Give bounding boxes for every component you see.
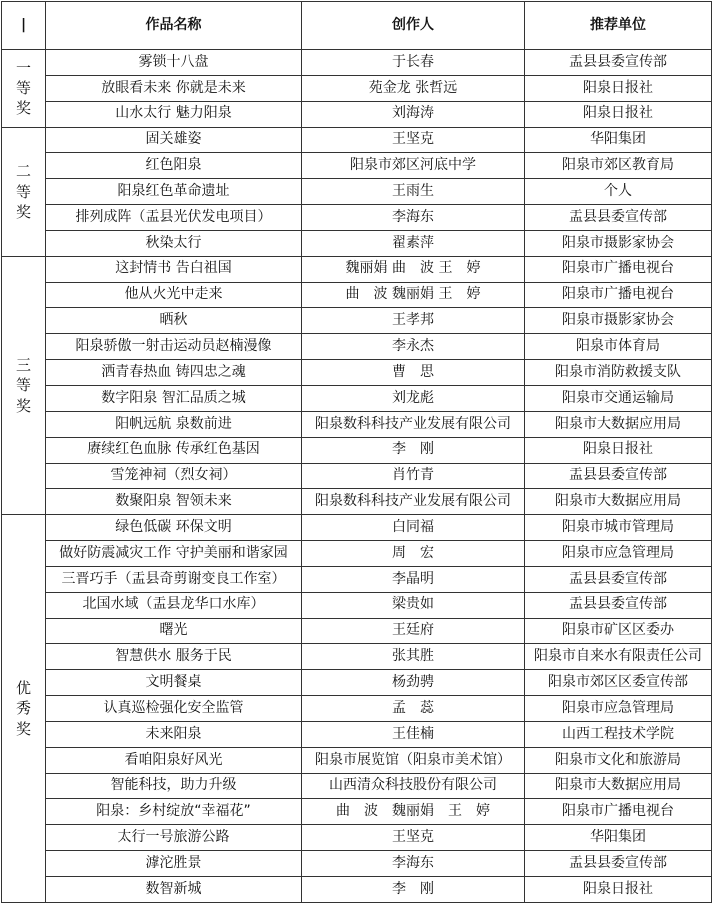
table-row (2, 825, 712, 851)
table-row (2, 515, 712, 541)
work-title-cell: 太行一号旅游公路 (46, 825, 302, 851)
work-title-cell: 赓续红色血脉 传承红色基因 (46, 437, 302, 463)
recommender-cell: 阳泉市交通运输局 (525, 385, 712, 411)
recommender-cell: 盂县县委宣传部 (525, 592, 712, 618)
table-row (2, 205, 712, 231)
recommender-cell: 阳泉市郊区教育局 (525, 153, 712, 179)
recommender-cell: 阳泉市矿区区委办 (525, 618, 712, 644)
recommender-cell: 阳泉市大数据应用局 (525, 411, 712, 437)
creator-cell: 于长春 (302, 50, 525, 76)
table-row (2, 877, 712, 903)
work-title-cell: 雪笼神祠（烈女祠） (46, 463, 302, 489)
table-row (2, 75, 712, 101)
recommender-cell: 阳泉市广播电视台 (525, 799, 712, 825)
creator-cell: 王雨生 (302, 179, 525, 205)
award-first-prize (2, 50, 46, 128)
recommender-cell: 阳泉日报社 (525, 437, 712, 463)
work-title-cell: 智能科技，助力升级 (46, 773, 302, 799)
table-body (2, 50, 712, 903)
work-title-cell: 曙光 (46, 618, 302, 644)
work-title-cell: 文明餐桌 (46, 670, 302, 696)
table-row (2, 153, 712, 179)
recommender-cell: 阳泉市体育局 (525, 334, 712, 360)
award-category-char: 一 (15, 58, 31, 77)
work-title-cell: 洒青春热血 铸四忠之魂 (46, 360, 302, 386)
recommender-cell: 盂县县委宣传部 (525, 463, 712, 489)
award-category-char: 三 (15, 356, 31, 375)
creator-cell: 王佳楠 (302, 721, 525, 747)
creator-cell: 李 刚 (302, 877, 525, 903)
table-row (2, 541, 712, 567)
recommender-cell: 盂县县委宣传部 (525, 50, 712, 76)
creator-cell: 李海东 (302, 205, 525, 231)
header-creator: 创作人 (302, 2, 525, 50)
recommender-cell: 阳泉市大数据应用局 (525, 773, 712, 799)
award-category-char: 等 (15, 182, 31, 201)
award-category-char: 奖 (15, 396, 31, 415)
recommender-cell: 阳泉日报社 (525, 75, 712, 101)
table-row (2, 282, 712, 308)
work-title-cell: 固关雄姿 (46, 127, 302, 153)
recommender-cell: 阳泉市广播电视台 (525, 256, 712, 282)
table-row (2, 179, 712, 205)
work-title-cell: 晒秋 (46, 308, 302, 334)
award-category-char: 奖 (15, 719, 31, 738)
header-recommender: 推荐单位 (525, 2, 712, 50)
award-category-char: 奖 (15, 202, 31, 221)
awards-table (1, 1, 712, 903)
table-row (2, 696, 712, 722)
creator-cell: 山西清众科技股份有限公司 (302, 773, 525, 799)
header-mark: | (2, 2, 46, 50)
header-work-title: 作品名称 (46, 2, 302, 50)
creator-cell: 肖竹青 (302, 463, 525, 489)
table-row (2, 256, 712, 282)
work-title-cell: 阳泉：乡村绽放“幸福花” (46, 799, 302, 825)
table-row (2, 437, 712, 463)
table-row (2, 385, 712, 411)
table-row (2, 566, 712, 592)
table-row (2, 721, 712, 747)
award-third-prize (2, 256, 46, 514)
creator-cell: 王坚克 (302, 825, 525, 851)
award-category-char: 优 (15, 679, 31, 698)
award-excellence (2, 515, 46, 903)
award-category-char: 秀 (15, 699, 31, 718)
work-title-cell: 阳泉骄傲一射击运动员赵楠漫像 (46, 334, 302, 360)
table-row (2, 670, 712, 696)
recommender-cell: 阳泉市应急管理局 (525, 696, 712, 722)
recommender-cell: 阳泉市文化和旅游局 (525, 747, 712, 773)
work-title-cell: 这封情书 告白祖国 (46, 256, 302, 282)
creator-cell: 杨劲骋 (302, 670, 525, 696)
creator-cell: 梁贵如 (302, 592, 525, 618)
work-title-cell: 排列成阵（盂县光伏发电项目） (46, 205, 302, 231)
work-title-cell: 红色阳泉 (46, 153, 302, 179)
creator-cell: 刘海涛 (302, 101, 525, 127)
creator-cell: 阳泉市郊区河底中学 (302, 153, 525, 179)
creator-cell: 孟 蕊 (302, 696, 525, 722)
creator-cell: 王廷府 (302, 618, 525, 644)
creator-cell: 白同福 (302, 515, 525, 541)
award-category-char: 二 (15, 162, 31, 181)
award-category-char: 等 (15, 376, 31, 395)
table-row (2, 463, 712, 489)
award-category-char: 等 (15, 79, 31, 98)
work-title-cell: 未来阳泉 (46, 721, 302, 747)
recommender-cell: 盂县县委宣传部 (525, 566, 712, 592)
table-row (2, 644, 712, 670)
work-title-cell: 数智新城 (46, 877, 302, 903)
table-row (2, 230, 712, 256)
recommender-cell: 华阳集团 (525, 127, 712, 153)
work-title-cell: 放眼看未来 你就是未来 (46, 75, 302, 101)
table-row (2, 799, 712, 825)
creator-cell: 李海东 (302, 851, 525, 877)
table-row (2, 618, 712, 644)
recommender-cell: 阳泉市应急管理局 (525, 541, 712, 567)
recommender-cell: 山西工程技术学院 (525, 721, 712, 747)
work-title-cell: 三晋巧手（盂县奇剪谢变良工作室） (46, 566, 302, 592)
creator-cell: 苑金龙 张哲远 (302, 75, 525, 101)
work-title-cell: 绿色低碳 环保文明 (46, 515, 302, 541)
award-category-char: 奖 (15, 99, 31, 118)
work-title-cell: 秋染太行 (46, 230, 302, 256)
creator-cell: 张其胜 (302, 644, 525, 670)
table-row (2, 360, 712, 386)
work-title-cell: 北国水域（盂县龙华口水库） (46, 592, 302, 618)
recommender-cell: 阳泉市消防救援支队 (525, 360, 712, 386)
work-title-cell: 数字阳泉 智汇品质之城 (46, 385, 302, 411)
creator-cell: 刘龙彪 (302, 385, 525, 411)
table-row (2, 592, 712, 618)
work-title-cell: 他从火光中走来 (46, 282, 302, 308)
creator-cell: 曲 波 魏丽娟 王 婷 (302, 282, 525, 308)
recommender-cell: 阳泉市城市管理局 (525, 515, 712, 541)
work-title-cell: 阳泉红色革命遗址 (46, 179, 302, 205)
work-title-cell: 雾锁十八盘 (46, 50, 302, 76)
recommender-cell: 阳泉市自来水有限责任公司 (525, 644, 712, 670)
work-title-cell: 看咱阳泉好风光 (46, 747, 302, 773)
table-row (2, 411, 712, 437)
work-title-cell: 做好防震减灾工作 守护美丽和谐家园 (46, 541, 302, 567)
table-row (2, 747, 712, 773)
table-row (2, 851, 712, 877)
recommender-cell: 阳泉市大数据应用局 (525, 489, 712, 515)
award-second-prize (2, 127, 46, 256)
work-title-cell: 阳帆远航 泉数前进 (46, 411, 302, 437)
header-row (2, 2, 712, 50)
table-row (2, 101, 712, 127)
creator-cell: 翟素萍 (302, 230, 525, 256)
recommender-cell: 华阳集团 (525, 825, 712, 851)
work-title-cell: 数聚阳泉 智领未来 (46, 489, 302, 515)
table-row (2, 773, 712, 799)
recommender-cell: 盂县县委宣传部 (525, 205, 712, 231)
creator-cell: 曹 思 (302, 360, 525, 386)
creator-cell: 李晶明 (302, 566, 525, 592)
work-title-cell: 智慧供水 服务于民 (46, 644, 302, 670)
creator-cell: 阳泉市展览馆（阳泉市美术馆） (302, 747, 525, 773)
creator-cell: 曲 波 魏丽娟 王 婷 (302, 799, 525, 825)
creator-cell: 李 刚 (302, 437, 525, 463)
work-title-cell: 认真巡检强化安全监管 (46, 696, 302, 722)
work-title-cell: 山水太行 魅力阳泉 (46, 101, 302, 127)
creator-cell: 阳泉数科科技产业发展有限公司 (302, 411, 525, 437)
table-row (2, 50, 712, 76)
creator-cell: 王孝邦 (302, 308, 525, 334)
recommender-cell: 盂县县委宣传部 (525, 851, 712, 877)
recommender-cell: 阳泉市摄影家协会 (525, 308, 712, 334)
creator-cell: 李永杰 (302, 334, 525, 360)
recommender-cell: 阳泉市郊区区委宣传部 (525, 670, 712, 696)
work-title-cell: 滹沱胜景 (46, 851, 302, 877)
creator-cell: 阳泉数科科技产业发展有限公司 (302, 489, 525, 515)
table-row (2, 489, 712, 515)
recommender-cell: 阳泉日报社 (525, 101, 712, 127)
recommender-cell: 阳泉市摄影家协会 (525, 230, 712, 256)
recommender-cell: 阳泉市广播电视台 (525, 282, 712, 308)
table-row (2, 127, 712, 153)
creator-cell: 王坚克 (302, 127, 525, 153)
creator-cell: 魏丽娟 曲 波 王 婷 (302, 256, 525, 282)
recommender-cell: 阳泉日报社 (525, 877, 712, 903)
table-row (2, 308, 712, 334)
creator-cell: 周 宏 (302, 541, 525, 567)
table-row (2, 334, 712, 360)
recommender-cell: 个人 (525, 179, 712, 205)
